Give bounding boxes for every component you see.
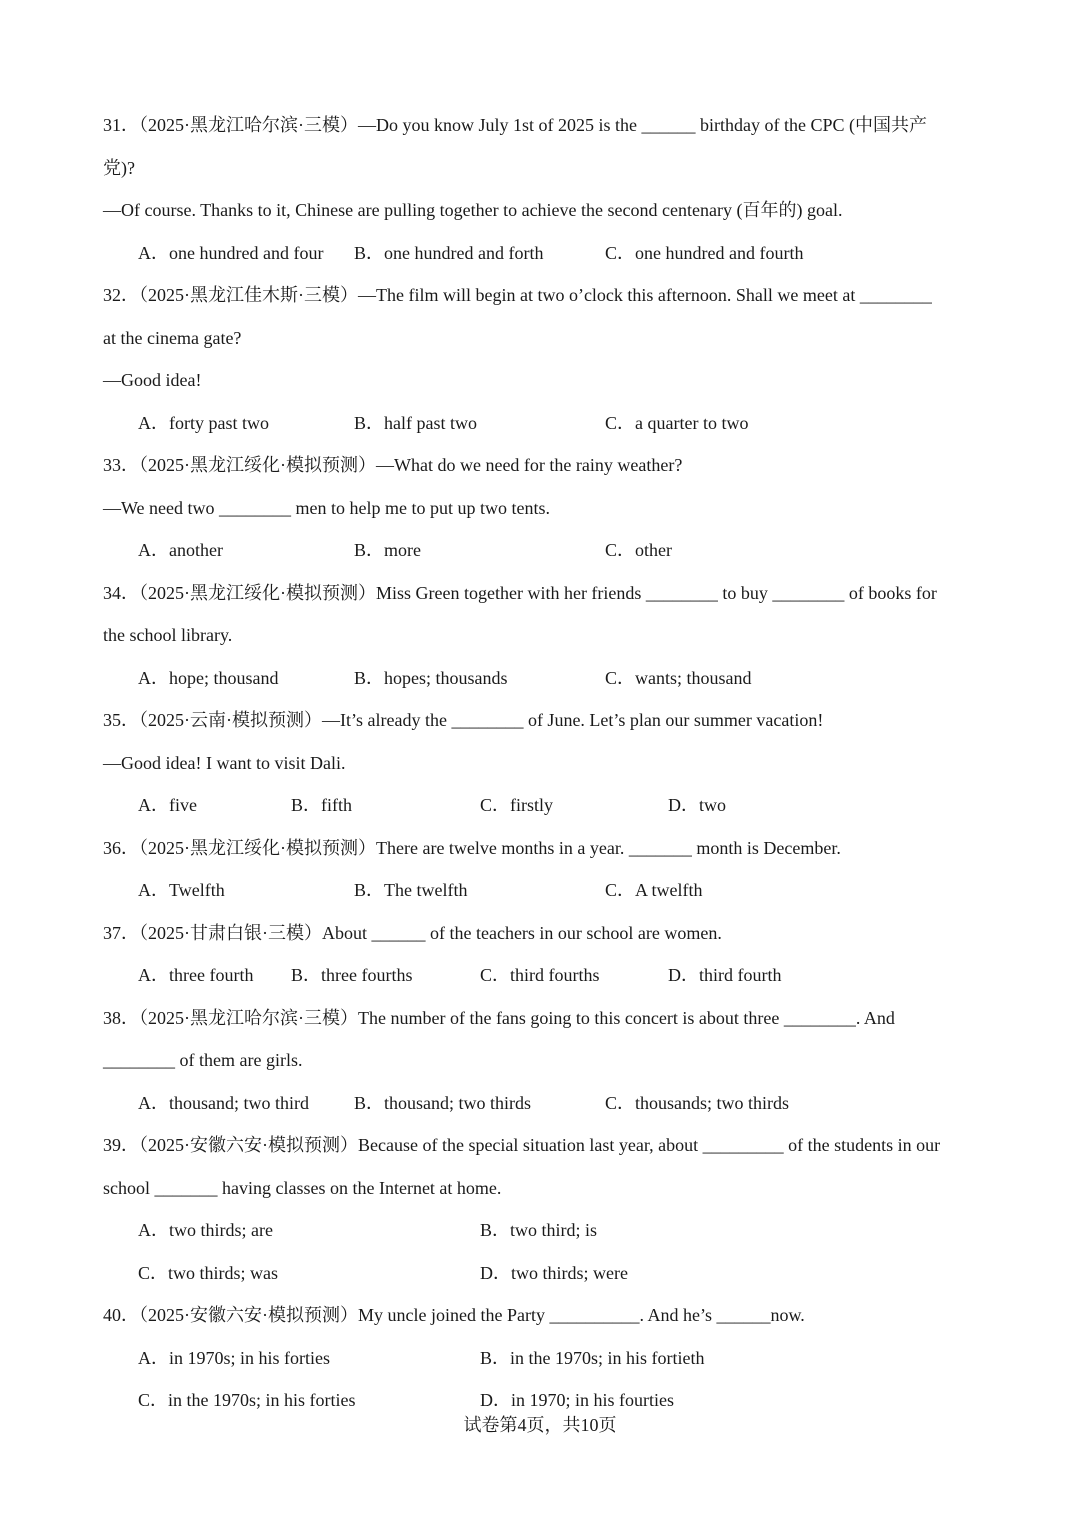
question-continuation: —Good idea! I want to visit Dali. [103,752,346,773]
question-continuation: the school library. [103,625,233,645]
question-stem: 37．（2025·甘肃白银·三模）About ______ of the teachers in our school are women. [103,922,722,943]
option-a: A．three fourth [138,965,254,985]
option-b: B．three fourths [291,965,413,985]
question-stem: 36．（2025·黑龙江绥化·模拟预测）There are twelve months in a year. _______ month is December. [103,837,841,858]
option-d: D．third fourth [668,965,782,985]
option-a: A．two thirds; are [138,1220,273,1240]
options-row [103,402,979,445]
option-c: C．two thirds; was [138,1262,279,1283]
option-c: C．wants; thousand [605,667,752,688]
option-d: D．two [668,795,726,815]
question-stem: 34．（2025·黑龙江绥化·模拟预测）Miss Green together with her friends ________ to buy ________ of books for [103,582,937,603]
option-b: B．in the 1970s; in his fortieth [480,1347,705,1368]
option-c: C．A twelfth [605,880,703,900]
options-row [103,869,979,912]
option-a: A．thousand; two third [138,1092,309,1113]
question-continuation: school _______ having classes on the Internet at home. [103,1177,502,1198]
question-continuation: at the cinema gate? [103,327,242,348]
question-stem: 38．（2025·黑龙江哈尔滨·三模）The number of the fans going to this concert is about three ________. And [103,1007,895,1028]
option-a: A．Twelfth [138,880,225,900]
option-c: C．one hundred and fourth [605,242,804,263]
options-row [103,954,979,997]
option-b: B．fifth [291,795,352,815]
question-stem: 33．（2025·黑龙江绥化·模拟预测）—What do we need for the rainy weather? [103,455,683,475]
options-row [103,1252,979,1295]
question-continuation: —Good idea! [103,370,202,390]
option-b: B．thousand; two thirds [354,1092,532,1113]
options-row [103,232,979,275]
option-c: C．in the 1970s; in his forties [138,1390,356,1410]
options-row [103,1209,979,1252]
options-row [103,1337,979,1380]
option-c: C．a quarter to two [605,412,749,433]
option-a: A．in 1970s; in his forties [138,1347,330,1368]
option-b: B．The twelfth [354,880,468,900]
question-continuation: ________ of them are girls. [103,1050,303,1070]
question-list [103,104,979,1422]
question-stem: 39．（2025·安徽六安·模拟预测）Because of the special situation last year, about _________ of the students in our [103,1135,941,1155]
question-stem: 35．（2025·云南·模拟预测）—It’s already the ________ of June. Let’s plan our summer vacation! [103,710,824,730]
options-row [103,784,979,827]
question-continuation: —Of course. Thanks to it, Chinese are pulling together to achieve the second centenary (百年的) goal. [103,200,843,220]
option-c: C．firstly [480,795,554,815]
question-stem: 32．（2025·黑龙江佳木斯·三模）—The film will begin at two o’clock this afternoon. Shall we meet at ________ [103,285,932,305]
option-a: A．five [138,795,197,815]
option-c: C．thousands; two thirds [605,1092,790,1113]
option-c: C．third fourths [480,965,600,985]
option-b: B．hopes; thousands [354,667,508,688]
option-c: C．other [605,540,672,560]
options-row [103,1082,979,1125]
option-b: B．half past two [354,412,477,433]
options-row [103,657,979,700]
option-b: B．one hundred and forth [354,242,544,263]
page-footer: 试卷第4页，共10页 [463,1415,617,1435]
option-d: D．in 1970; in his fourties [480,1390,674,1410]
option-a: A．another [138,540,223,560]
option-a: A．hope; thousand [138,667,279,688]
options-row [103,529,979,572]
question-continuation: 党)? [103,157,135,178]
option-a: A．one hundred and four [138,242,324,263]
option-d: D．two thirds; were [480,1262,628,1283]
question-stem: 31．（2025·黑龙江哈尔滨·三模）—Do you know July 1st of 2025 is the ______ birthday of the CPC (中国共产 [103,115,927,135]
question-stem: 40．（2025·安徽六安·模拟预测）My uncle joined the Party __________. And he’s ______now. [103,1305,805,1325]
option-b: B．more [354,540,421,560]
option-b: B．two third; is [480,1220,598,1240]
question-continuation: —We need two ________ men to help me to put up two tents. [103,497,550,518]
option-a: A．forty past two [138,412,269,433]
